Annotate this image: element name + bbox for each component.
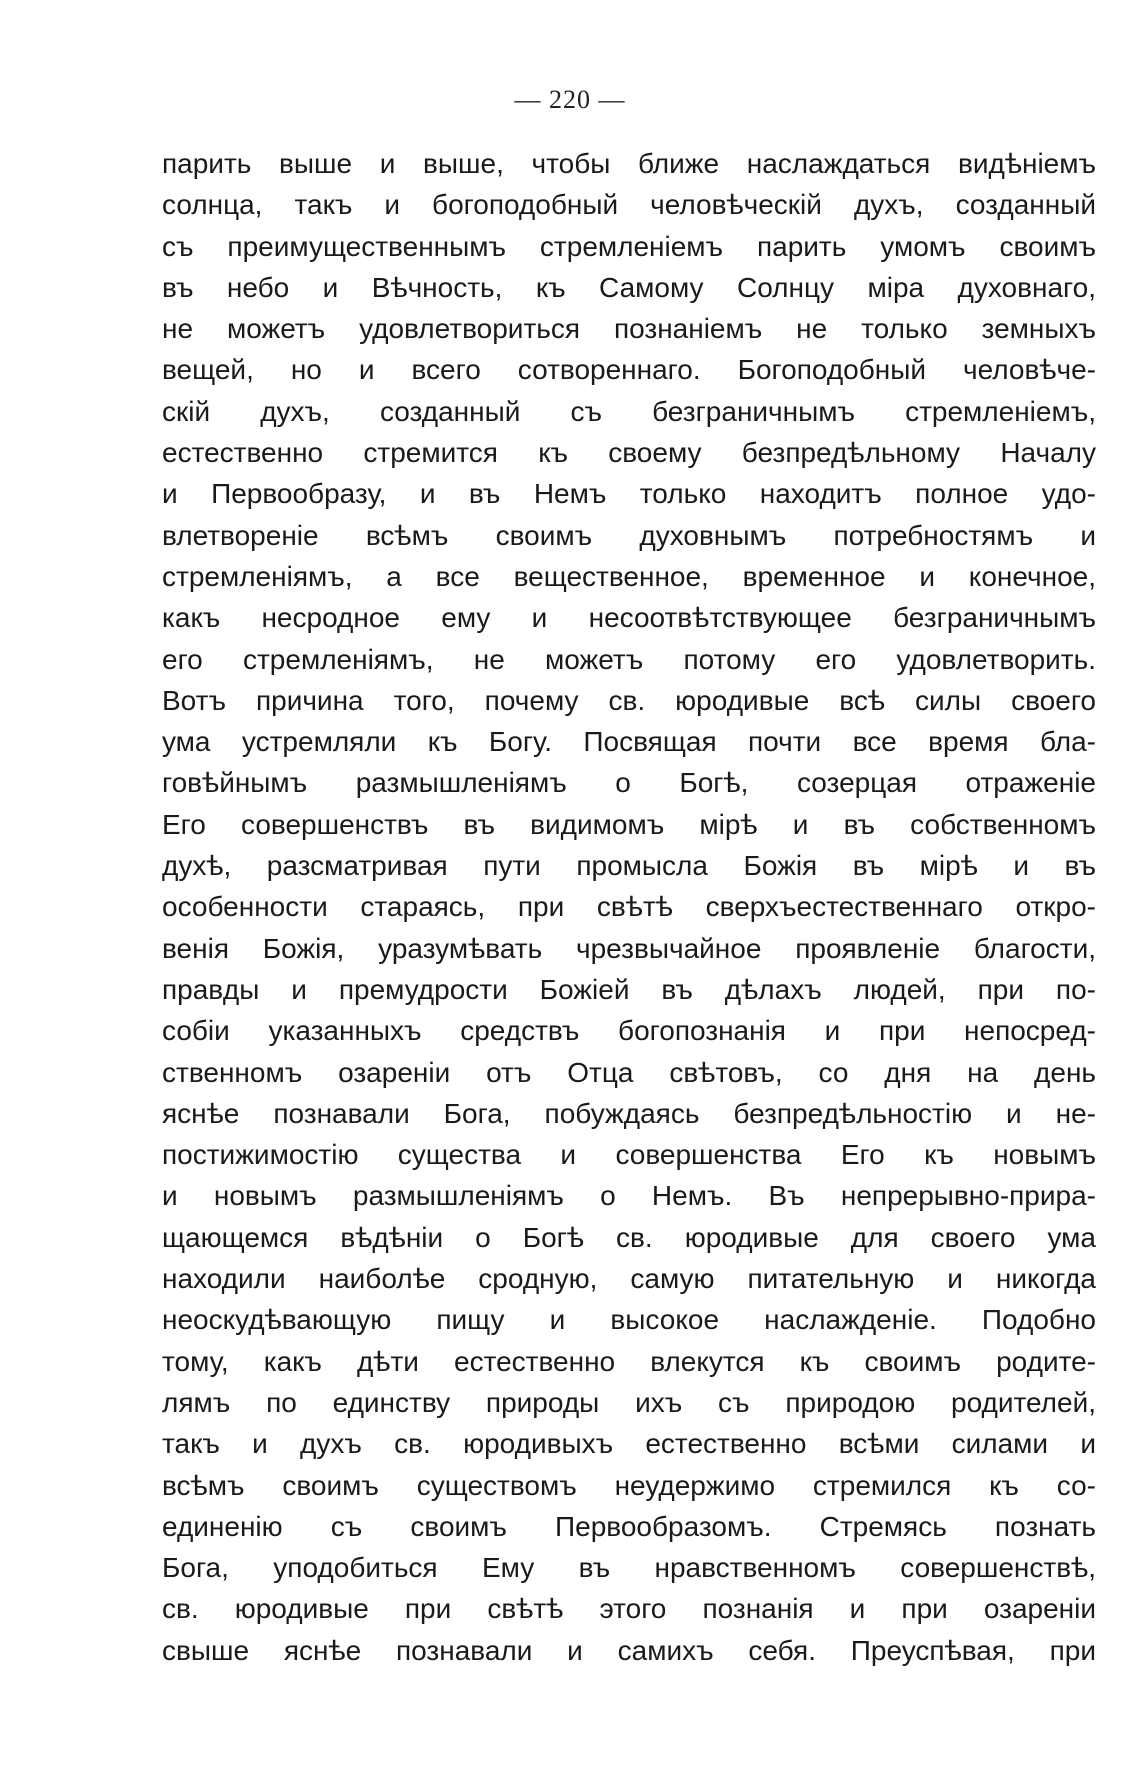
text-line: его стремленіямъ, не можетъ потому его удовлетворить.	[162, 643, 1096, 675]
text-line: естественно стремится къ своему безпредѣльному Началу	[162, 437, 1096, 469]
text-line: скій духъ, созданный съ безграничнымъ стремленіемъ,	[162, 395, 1096, 427]
text-line: ума устремляли къ Богу. Посвящая почти все время бла-	[162, 726, 1096, 758]
text-line: и Первообразу, и въ Немъ только находитъ полное удо-	[162, 478, 1096, 510]
text-line: единенію съ своимъ Первообразомъ. Стремясь познать	[162, 1510, 1096, 1542]
text-line: находили наиболѣе сродную, самую питательную и никогда	[162, 1263, 1096, 1295]
text-line: яснѣе познавали Бога, побуждаясь безпредѣльностію и не-	[162, 1097, 1096, 1129]
text-line: вещей, но и всего сотвореннаго. Богоподобный человѣче-	[162, 354, 1096, 386]
text-line: всѣмъ своимъ существомъ неудержимо стремился къ со-	[162, 1469, 1096, 1501]
text-line: говѣйнымъ размышленіямъ о Богѣ, созерцая отраженіе	[162, 767, 1096, 799]
text-line: св. юродивые при свѣтѣ этого познанія и при озареніи	[162, 1593, 1096, 1625]
text-line: венія Божія, уразумѣвать чрезвычайное проявленіе благости,	[162, 932, 1096, 964]
body-text	[162, 143, 1096, 1671]
text-line: лямъ по единству природы ихъ съ природою родителей,	[162, 1386, 1096, 1418]
text-line: стремленіямъ, а все вещественное, временное и конечное,	[162, 560, 1096, 592]
text-line: и новымъ размышленіямъ о Немъ. Въ непрерывно-прира-	[162, 1180, 1096, 1212]
text-line: какъ несродное ему и несоотвѣтствующее безграничнымъ	[162, 602, 1096, 634]
text-line: въ небо и Вѣчность, къ Самому Солнцу міра духовнаго,	[162, 271, 1096, 303]
text-line: такъ и духъ св. юродивыхъ естественно всѣми силами и	[162, 1428, 1096, 1460]
text-line: влетвореніе всѣмъ своимъ духовнымъ потребностямъ и	[162, 519, 1096, 551]
text-line: постижимостію существа и совершенства Его къ новымъ	[162, 1139, 1096, 1171]
text-line: свыше яснѣе познавали и самихъ себя. Преуспѣвая, при	[162, 1634, 1096, 1666]
text-line: правды и премудрости Божіей въ дѣлахъ людей, при по-	[162, 973, 1096, 1005]
text-line: Его совершенствъ въ видимомъ мірѣ и въ собственномъ	[162, 808, 1096, 840]
text-line: не можетъ удовлетвориться познаніемъ не только земныхъ	[162, 313, 1096, 345]
text-line: Бога, уподобиться Ему въ нравственномъ совершенствѣ,	[162, 1552, 1096, 1584]
text-line: щающемся вѣдѣніи о Богѣ св. юродивые для своего ума	[162, 1221, 1096, 1253]
text-line: съ преимущественнымъ стремленіемъ парить умомъ своимъ	[162, 230, 1096, 262]
text-line: тому, какъ дѣти естественно влекутся къ своимъ родите-	[162, 1345, 1096, 1377]
text-line: духѣ, разсматривая пути промысла Божія въ мірѣ и въ	[162, 850, 1096, 882]
text-line: ственномъ озареніи отъ Отца свѣтовъ, со дня на день	[162, 1056, 1096, 1088]
text-line: Вотъ причина того, почему св. юродивые всѣ силы своего	[162, 684, 1096, 716]
text-line: собіи указанныхъ средствъ богопознанія и при непосред-	[162, 1015, 1096, 1047]
text-line: солнца, такъ и богоподобный человѣческій духъ, созданный	[162, 189, 1096, 221]
text-line: парить выше и выше, чтобы ближе наслаждаться видѣніемъ	[162, 148, 1096, 179]
text-line: неоскудѣвающую пищу и высокое наслажденіе. Подобно	[162, 1304, 1096, 1336]
text-line: особенности стараясь, при свѣтѣ сверхъестественнаго откро-	[162, 891, 1096, 923]
page-number: — 220 —	[514, 85, 626, 114]
